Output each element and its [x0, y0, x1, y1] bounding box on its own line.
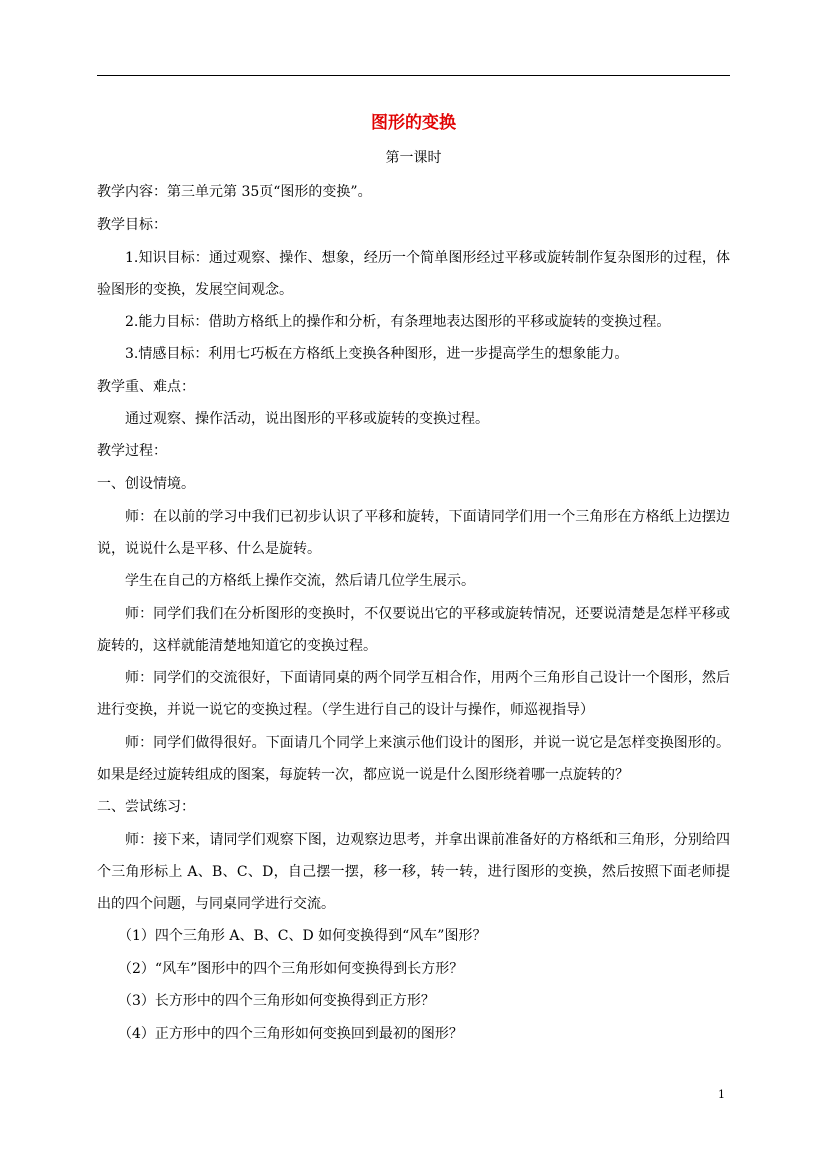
question-1: （1）四个三角形 A、B、C、D 如何变换得到“风车”图形？ [118, 928, 487, 944]
section-1-paragraph-5: 师：同学们做得很好。下面请几个同学上来演示他们设计的图形，并说一说它是怎样变换图形的。如果是经过旋转组成的图案，每旋转一次，都应说一说是什么图形绕着哪一点旋转的？ [97, 735, 730, 783]
document-title: 图形的变换 [371, 113, 456, 133]
section-2-paragraph-1: 师：接下来，请同学们观察下图，边观察边思考，并拿出课前准备好的方格纸和三角形，分别给四个三角形标上 A、B、C、D，自己摆一摆，移一移，转一转，进行图形的变换，然后按照下面老师提出的四个问题，与同桌同学进行交流。 [97, 832, 730, 912]
teaching-content-line: 教学内容：第三单元第 35页“图形的变换”。 [97, 184, 372, 200]
lesson-subtitle: 第一课时 [385, 150, 442, 166]
question-2: （2）“风车”图形中的四个三角形如何变换得到长方形？ [118, 961, 464, 977]
section-1-paragraph-2: 学生在自己的方格纸上操作交流，然后请几位学生展示。 [125, 573, 475, 589]
header-rule [97, 75, 730, 76]
section-1-paragraph-1: 师：在以前的学习中我们已初步认识了平移和旋转，下面请同学们用一个三角形在方格纸上边摆边说，说说什么是平移、什么是旋转。 [97, 509, 730, 557]
objective-emotion: 3.情感目标：利用七巧板在方格纸上变换各种图形，进一步提高学生的想象能力。 [125, 346, 629, 362]
question-3: （3）长方形中的四个三角形如何变换得到正方形？ [118, 993, 435, 1009]
question-4: （4）正方形中的四个三角形如何变换回到最初的图形？ [118, 1026, 463, 1042]
section-1-heading: 一、创设情境。 [97, 476, 195, 492]
process-heading: 教学过程： [97, 443, 167, 459]
objective-knowledge: 1.知识目标：通过观察、操作、想象，经历一个简单图形经过平移或旋转制作复杂图形的过程，体验图形的变换，发展空间观念。 [97, 250, 730, 298]
section-2-heading: 二、尝试练习： [97, 799, 195, 815]
objective-ability: 2.能力目标：借助方格纸上的操作和分析，有条理地表达图形的平移或旋转的变换过程。 [125, 314, 671, 330]
keypoints-text: 通过观察、操作活动，说出图形的平移或旋转的变换过程。 [125, 411, 489, 427]
section-1-paragraph-4: 师：同学们的交流很好，下面请同桌的两个同学互相合作，用两个三角形自己设计一个图形，然后进行变换，并说一说它的变换过程。（学生进行自己的设计与操作，师巡视指导） [97, 670, 730, 718]
page-number: 1 [718, 1088, 725, 1101]
section-1-paragraph-3: 师：同学们我们在分析图形的变换时，不仅要说出它的平移或旋转情况，还要说清楚是怎样平移或旋转的，这样就能清楚地知道它的变换过程。 [97, 606, 730, 654]
objectives-heading: 教学目标： [97, 217, 167, 233]
keypoints-heading: 教学重、难点： [97, 379, 195, 395]
